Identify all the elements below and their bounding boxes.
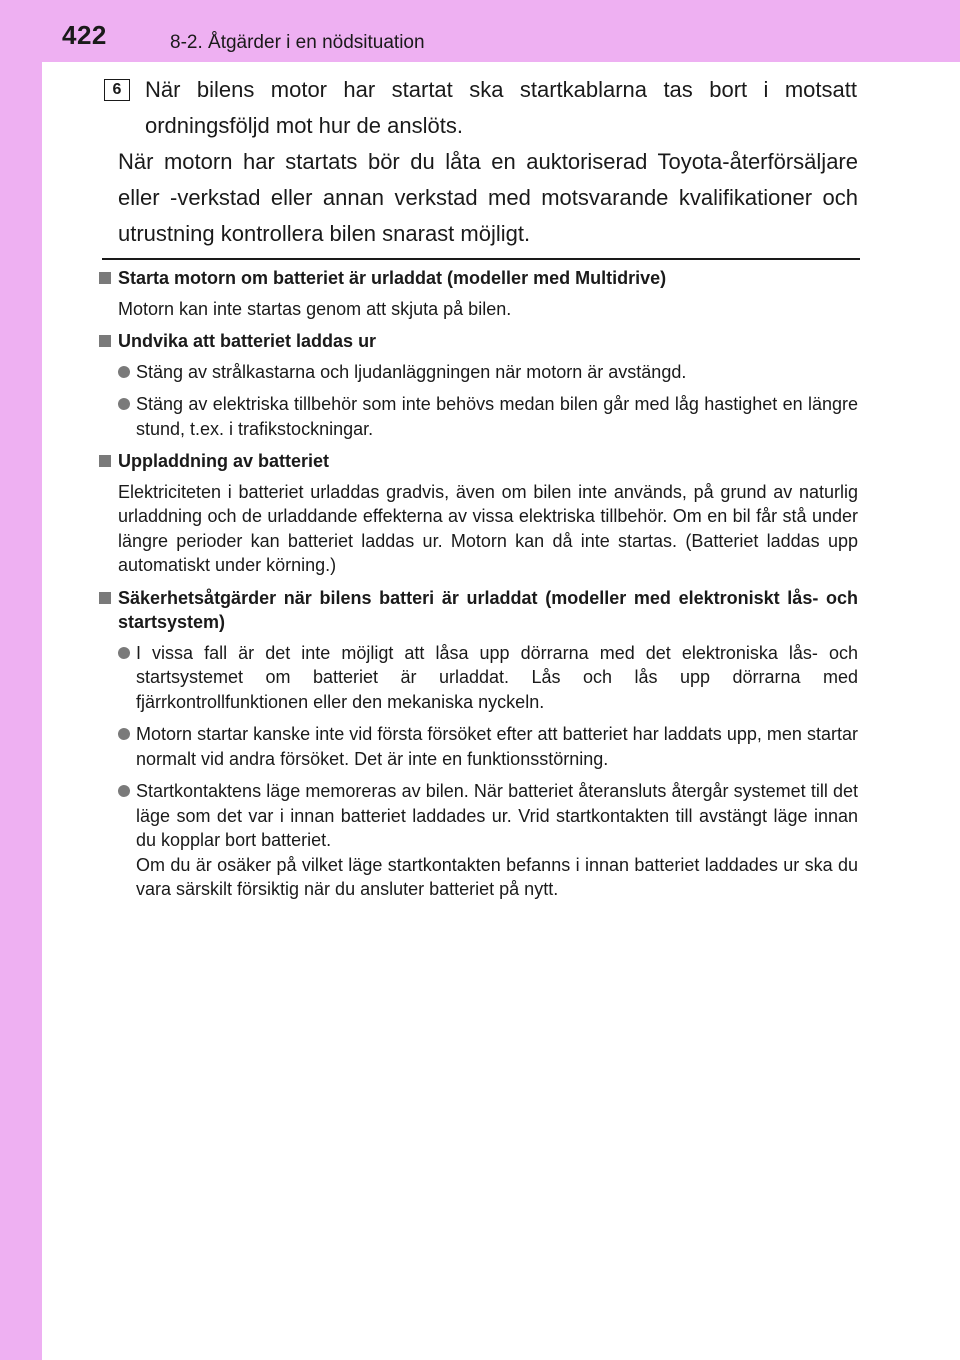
square-bullet-icon (99, 592, 111, 604)
step-note: När motorn har startats bör du låta en auktoriserad Toyota-återförsäljare eller -verkstad eller annan verkstad med motsvarande kvalifikationer och utrustning kontrollera bilen snarast möjligt. (118, 149, 858, 246)
list-item-text: Stäng av strålkastarna och ljudanläggningen när motorn är avstängd. (136, 361, 687, 382)
note-safety (98, 586, 858, 902)
note-body: Motorn kan inte startas genom att skjuta på bilen. (118, 298, 512, 319)
page-number: 422 (62, 20, 107, 50)
notes-section (98, 266, 858, 910)
square-bullet-icon (99, 455, 111, 467)
step-instruction: När bilens motor har startat ska startkablarna tas bort i motsatt ordningsföljd mot hur de anslöts. (145, 77, 857, 138)
step-number-box: 6 (104, 79, 130, 101)
list-item (98, 641, 858, 715)
note-heading (98, 266, 858, 291)
note-heading (98, 449, 858, 474)
round-bullet-icon (118, 366, 130, 378)
list-item-text: Stäng av elektriska tillbehör som inte behövs medan bilen går med låg hastighet en längre stund, t.ex. i trafikstockningar. (136, 394, 858, 439)
round-bullet-icon (118, 728, 130, 740)
list-item-extra-text: Om du är osäker på vilket läge startkontakten befanns i innan batteriet laddades ur ska du vara särskilt försiktig när du ansluter batteriet på nytt. (136, 854, 858, 899)
note-heading-text: Säkerhetsåtgärder när bilens batteri är urladdat (modeller med elektroniskt lås- och startsystem) (118, 587, 858, 632)
round-bullet-icon (118, 785, 130, 797)
note-heading-text: Undvika att batteriet laddas ur (118, 331, 377, 351)
note-recharging (98, 449, 858, 578)
note-body: Elektriciteten i batteriet urladdas gradvis, även om bilen inte används, på grund av naturlig urladdning och de urladdande effekterna av vissa elektriska tillbehör. Om en bil får stå under längre perioder kan batteriet laddas ur. Motorn kan då inte startas. (Batteriet laddas upp automatiskt under körning.) (118, 481, 858, 575)
note-heading (98, 586, 858, 635)
section-title: 8-2. Åtgärder i en nödsituation (170, 32, 425, 53)
list-item (98, 779, 858, 902)
note-avoid-discharge (98, 329, 858, 441)
round-bullet-icon (118, 398, 130, 410)
list-item (98, 360, 858, 385)
round-bullet-icon (118, 647, 130, 659)
note-heading (98, 329, 858, 354)
square-bullet-icon (99, 272, 111, 284)
note-heading-text: Starta motorn om batteriet är urladdat (modeller med Multidrive) (118, 268, 667, 288)
section-divider (102, 258, 860, 260)
note-heading-text: Uppladdning av batteriet (118, 451, 330, 471)
square-bullet-icon (99, 335, 111, 347)
list-item-text: I vissa fall är det inte möjligt att låsa upp dörrarna med det elektroniska lås- och startsystemet om batteriet är urladdat. Lås och lås upp dörrarna med fjärrkontrollfunktionen eller den mekaniska nyckeln. (136, 642, 858, 712)
list-item-text: Startkontaktens läge memoreras av bilen. När batteriet återansluts återgår systemet till det läge som det var i innan batteriet laddades ur. Vrid startkontakten till avstängt läge innan du kopplar bort batteriet. (136, 781, 858, 850)
list-item (98, 392, 858, 441)
list-item (98, 722, 858, 771)
list-item-text: Motorn startar kanske inte vid första försöket efter att batteriet har laddats upp, men startar normalt vid andra försöket. Det är inte en funktionsstörning. (136, 724, 858, 769)
note-multidrive (98, 266, 858, 321)
